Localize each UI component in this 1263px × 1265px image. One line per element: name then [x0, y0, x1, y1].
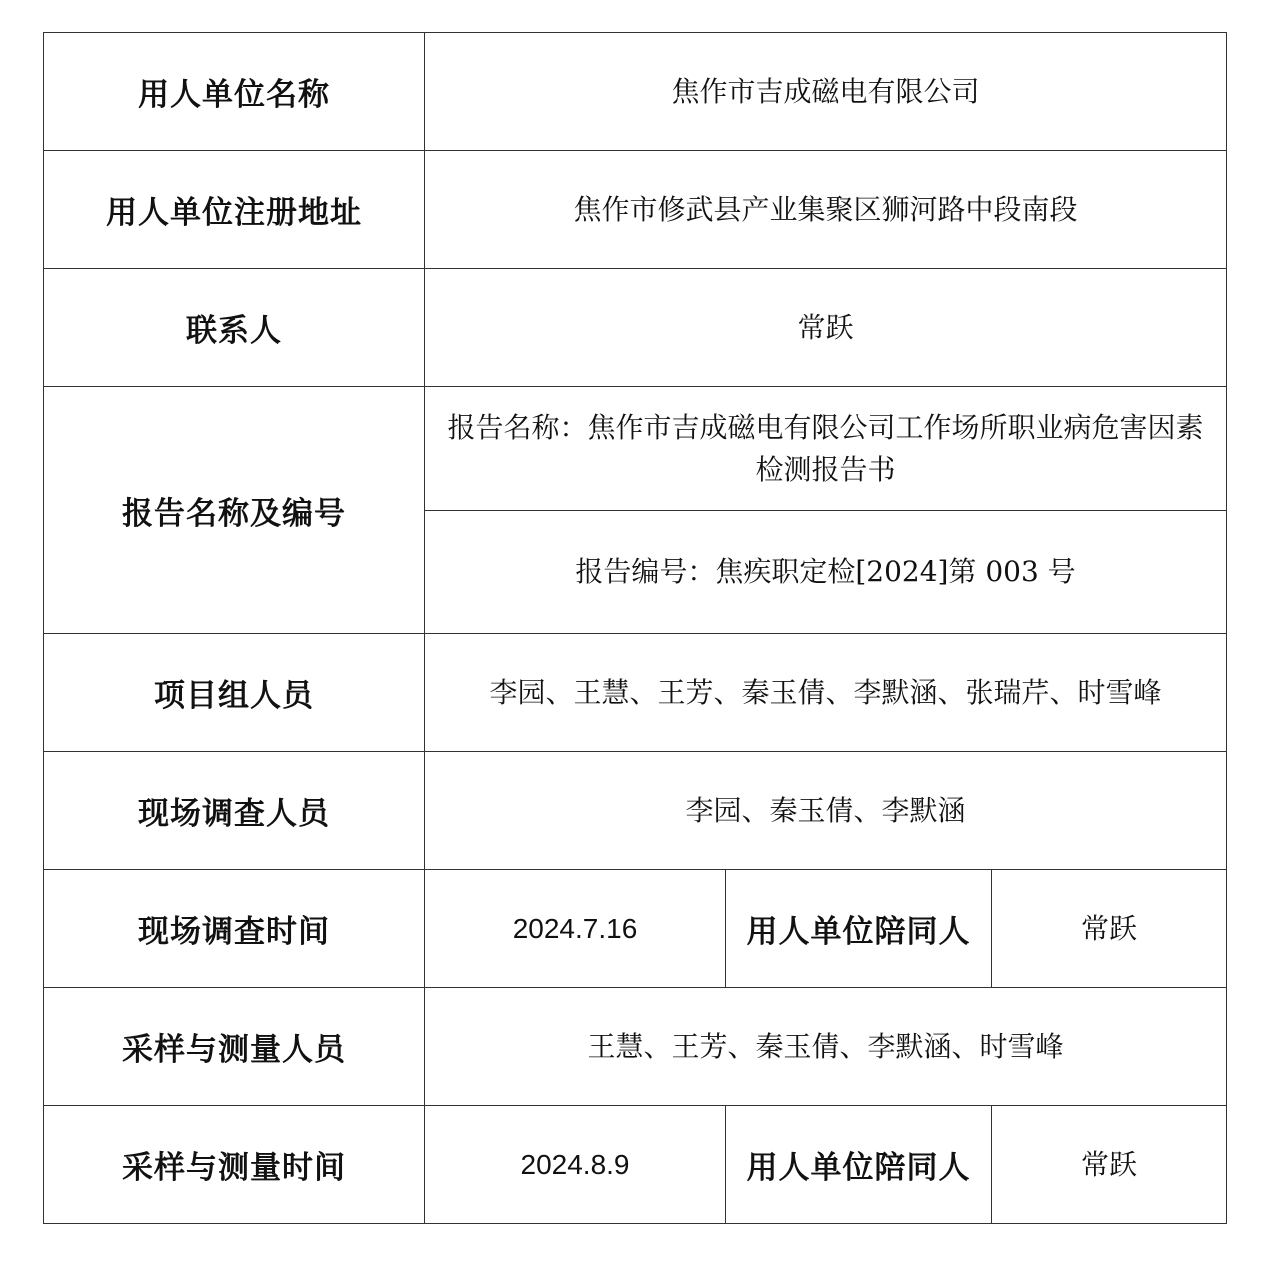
row-report-name [44, 387, 1227, 511]
row-site-survey-staff [44, 752, 1227, 870]
registered-address-value: 焦作市修武县产业集聚区狮河路中段南段 [425, 151, 1227, 269]
registered-address-label: 用人单位注册地址 [44, 151, 425, 269]
row-site-survey-time [44, 870, 1227, 988]
row-registered-address [44, 151, 1227, 269]
company-name-value: 焦作市吉成磁电有限公司 [425, 33, 1227, 151]
project-team-label: 项目组人员 [44, 634, 425, 752]
site-survey-staff-label: 现场调查人员 [44, 752, 425, 870]
sampling-companion-label: 用人单位陪同人 [726, 1106, 992, 1224]
site-survey-staff-value: 李园、秦玉倩、李默涵 [425, 752, 1227, 870]
row-sampling-staff [44, 988, 1227, 1106]
site-survey-time-value: 2024.7.16 [425, 870, 726, 988]
project-team-value: 李园、王慧、王芳、秦玉倩、李默涵、张瑞芹、时雪峰 [425, 634, 1227, 752]
contact-person-label: 联系人 [44, 269, 425, 387]
row-project-team [44, 634, 1227, 752]
sampling-time-label: 采样与测量时间 [44, 1106, 425, 1224]
report-label: 报告名称及编号 [44, 387, 425, 634]
report-info-sheet [43, 32, 1227, 1224]
site-survey-companion-label: 用人单位陪同人 [726, 870, 992, 988]
sampling-staff-label: 采样与测量人员 [44, 988, 425, 1106]
report-name-value: 报告名称：焦作市吉成磁电有限公司工作场所职业病危害因素检测报告书 [425, 387, 1227, 511]
company-name-label: 用人单位名称 [44, 33, 425, 151]
sampling-time-value: 2024.8.9 [425, 1106, 726, 1224]
row-company-name [44, 33, 1227, 151]
site-survey-companion-value: 常跃 [992, 870, 1227, 988]
row-sampling-time [44, 1106, 1227, 1224]
row-contact-person [44, 269, 1227, 387]
site-survey-time-label: 现场调查时间 [44, 870, 425, 988]
sampling-staff-value: 王慧、王芳、秦玉倩、李默涵、时雪峰 [425, 988, 1227, 1106]
sampling-companion-value: 常跃 [992, 1106, 1227, 1224]
contact-person-value: 常跃 [425, 269, 1227, 387]
report-number-value: 报告编号：焦疾职定检[2024]第 003 号 [425, 511, 1227, 634]
report-info-table [43, 32, 1227, 1224]
